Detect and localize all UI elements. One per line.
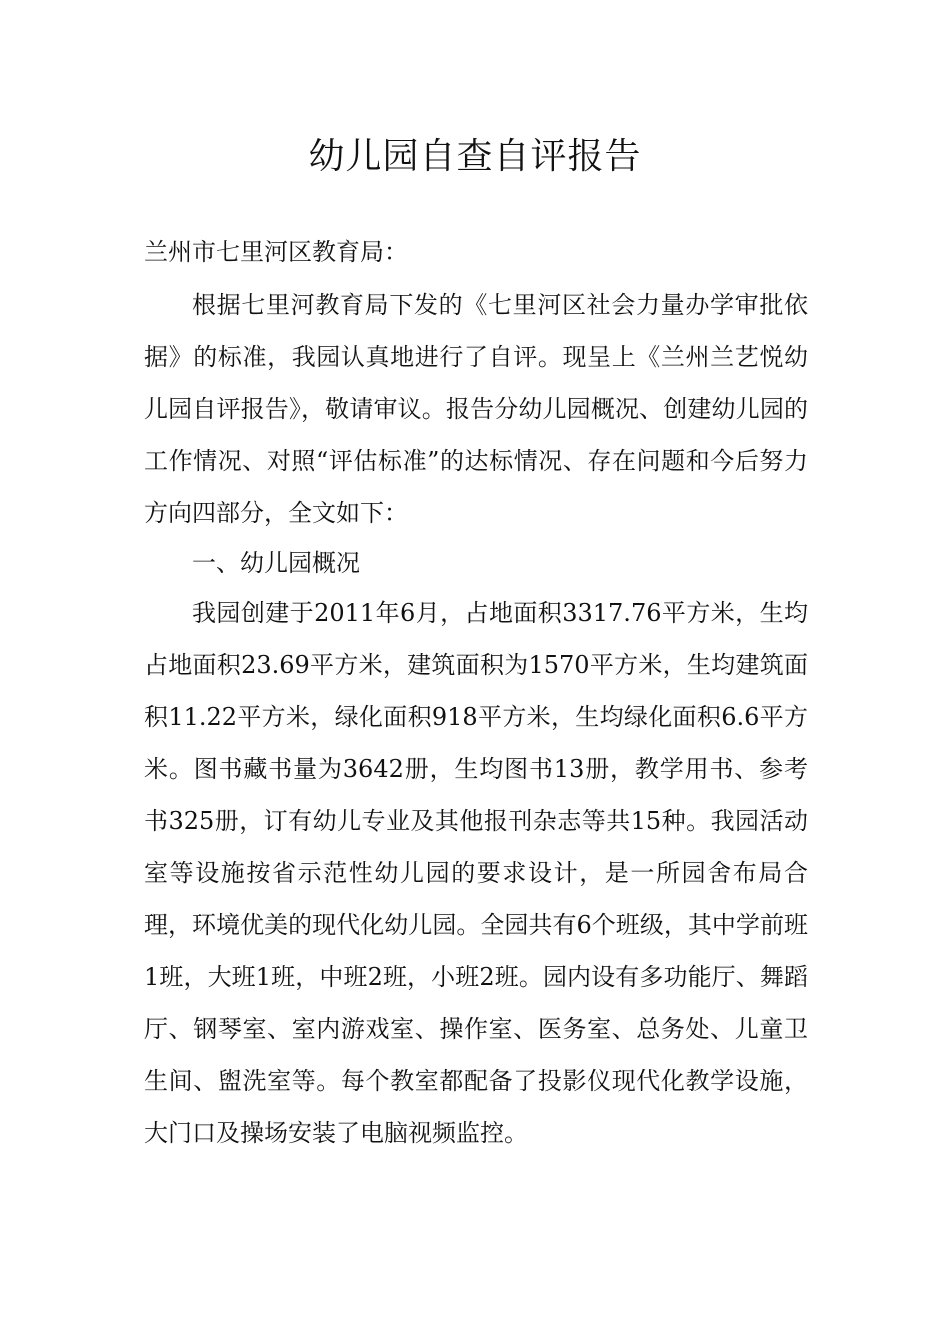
overview-paragraph: 我园创建于2011年6月，占地面积3317.76平方米，生均占地面积23.69平方米，建筑面积为1570平方米，生均建筑面积11.22平方米，绿化面积918平方米，生均绿化面积6.6平方米。图书藏书量为3642册，生均图书13册，教学用书、参考书325册，订有幼儿专业及其他报刊杂志等共15种。我园活动室等设施按省示范性幼儿园的要求设计，是一所园舍布局合理，环境优美的现代化幼儿园。全园共有6个班级，其中学前班1班，大班1班，中班2班，小班2班。园内设有多功能厅、舞蹈厅、钢琴室、室内游戏室、操作室、医务室、总务处、儿童卫生间、盥洗室等。每个教室都配备了投影仪现代化教学设施，大门口及操场安装了电脑视频监控。 (144, 599, 808, 1147)
document-title: 幼儿园自查自评报告 (308, 136, 642, 177)
section-heading: 一、幼儿园概况 (192, 549, 360, 577)
salutation: 兰州市七里河区教育局： (144, 238, 408, 266)
intro-paragraph: 根据七里河教育局下发的《七里河区社会力量办学审批依据》的标准，我园认真地进行了自评。现呈上《兰州兰艺悦幼儿园自评报告》，敬请审议。报告分幼儿园概况、创建幼儿园的工作情况、对照“评估标准”的达标情况、存在问题和今后努力方向四部分，全文如下： (144, 291, 808, 527)
